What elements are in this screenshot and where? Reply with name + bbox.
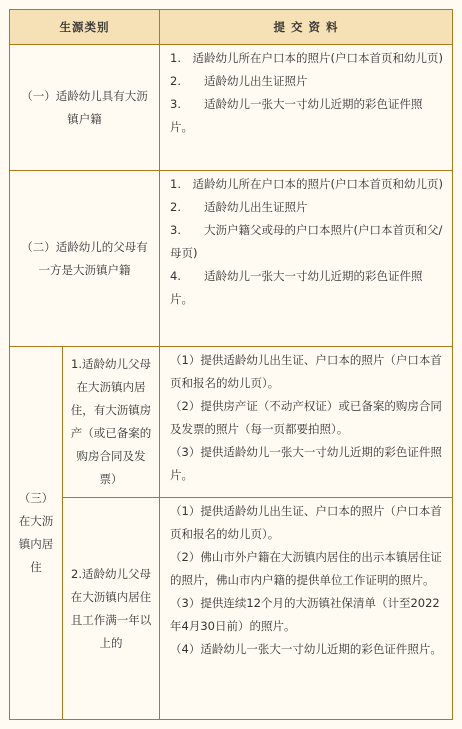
row2-doc-2: 2. 适龄幼儿出生证照片 bbox=[170, 200, 308, 214]
row1-doc-3: 3. 适龄幼儿一张大一寸幼儿近期的彩色证件照片。 bbox=[170, 97, 423, 134]
row3-sub1-doc-2: （2）提供房产证（不动产权证）或已备案的购房合同及发票的照片（每一页都要拍照）。 bbox=[170, 399, 442, 436]
row3-sub1-label bbox=[62, 346, 160, 498]
row3-sub2-doc-4: （4）适龄幼儿一张大一寸幼儿近期的彩色证件照片。 bbox=[170, 642, 442, 656]
row1-category-text: （一）适龄幼儿具有大沥镇户籍 bbox=[21, 88, 148, 126]
header-category: 生源类别 bbox=[9, 9, 160, 45]
row3-sub1-doc-1: （1）提供适龄幼儿出生证、户口本的照片（户口本首页和报名的幼儿页）。 bbox=[170, 353, 442, 390]
row2-doc-4: 4. 适龄幼儿一张大一寸幼儿近期的彩色证件照片。 bbox=[170, 269, 423, 306]
row1-documents bbox=[159, 44, 453, 171]
row3-sub2-doc-1: （1）提供适龄幼儿出生证、户口本的照片（户口本首页和报名的幼儿页）。 bbox=[170, 504, 442, 541]
row2-documents bbox=[159, 170, 453, 347]
row3-category-text: （三）在大沥镇内居住 bbox=[18, 491, 54, 574]
row2-category-text: （二）适龄幼儿的父母有一方是大沥镇户籍 bbox=[21, 239, 148, 277]
row1-doc-1: 1. 适龄幼儿所在户口本的照片(户口本首页和幼儿页) bbox=[170, 51, 443, 65]
row2-doc-1: 1. 适龄幼儿所在户口本的照片(户口本首页和幼儿页) bbox=[170, 177, 443, 191]
header-documents: 提 交 资 料 bbox=[159, 9, 453, 45]
row2-doc-3: 3. 大沥户籍父或母的户口本照片(户口本首页和父/母页) bbox=[170, 223, 443, 260]
row3-sub1-documents bbox=[159, 346, 453, 498]
row2-category bbox=[9, 170, 160, 347]
row3-sub2-label bbox=[62, 497, 160, 720]
row3-category bbox=[9, 346, 63, 720]
row3-sub2-label-text: 2.适龄幼儿父母在大沥镇内居住且工作满一年以上的 bbox=[70, 566, 152, 650]
row3-sub2-doc-2: （2）佛山市外户籍在大沥镇内居住的出示本镇居住证的照片，佛山市内户籍的提供单位工作证明的照片。 bbox=[170, 550, 442, 587]
row1-category bbox=[9, 44, 160, 171]
row3-sub1-label-text: 1.适龄幼儿父母在大沥镇内居住，有大沥镇房产（或已备案的购房合同及发票） bbox=[70, 357, 152, 486]
row3-sub2-documents bbox=[159, 497, 453, 720]
row1-doc-2: 2. 适龄幼儿出生证照片 bbox=[170, 74, 308, 88]
row3-sub1-doc-3: （3）提供适龄幼儿一张大一寸幼儿近期的彩色证件照片。 bbox=[170, 445, 442, 482]
row3-sub2-doc-3: （3）提供连续12个月的大沥镇社保清单（计至2022年4月30日前）的照片。 bbox=[170, 596, 440, 633]
